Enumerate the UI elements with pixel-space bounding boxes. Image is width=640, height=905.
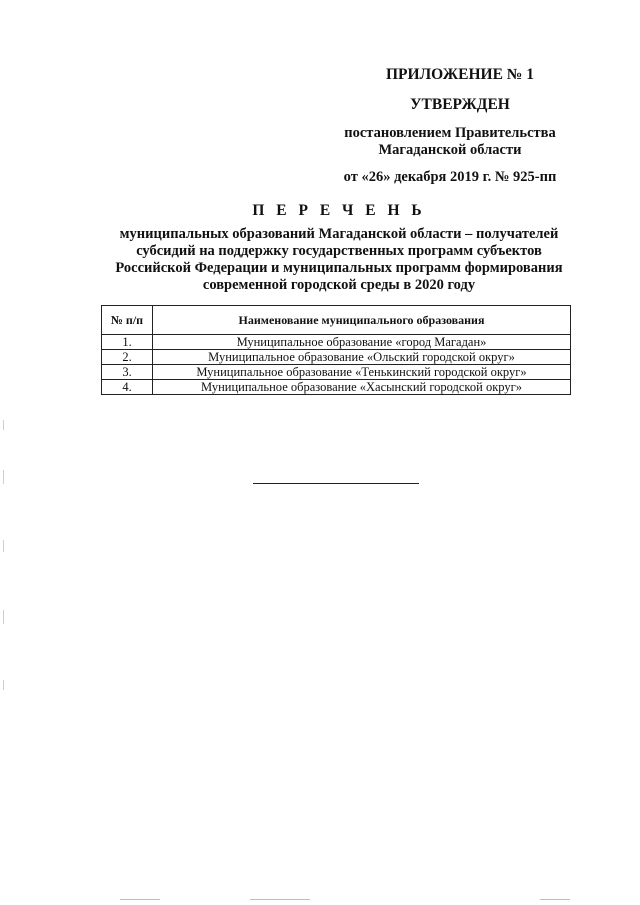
appendix-label: ПРИЛОЖЕНИЕ № 1 [386, 66, 534, 83]
row-name: Муниципальное образование «Ольский городской округ» [153, 350, 571, 365]
title-heading: П Е Р Е Ч Е Н Ь [252, 202, 426, 219]
row-number: 2. [102, 350, 153, 365]
document-title [100, 202, 578, 294]
table-row [102, 350, 571, 365]
row-name: Муниципальное образование «город Магадан» [153, 335, 571, 350]
scan-artifact [120, 899, 160, 900]
region-label: Магаданской области [378, 142, 522, 158]
scan-artifact [540, 899, 570, 900]
table-row [102, 335, 571, 350]
approval-block [318, 66, 568, 186]
municipalities-table [101, 305, 571, 395]
scan-artifact [3, 540, 4, 552]
title-line: Российской Федерации и муниципальных программ формирования [115, 260, 563, 276]
scan-artifact [3, 420, 4, 430]
row-name: Муниципальное образование «Тенькинский городской округ» [153, 365, 571, 380]
title-line: муниципальных образований Магаданской области – получателей [119, 226, 559, 242]
decree-label: постановлением Правительства [344, 125, 556, 141]
closing-divider [253, 483, 419, 484]
row-number: 1. [102, 335, 153, 350]
approved-label: УТВЕРЖДЕН [410, 96, 510, 113]
table-row [102, 380, 571, 395]
title-line: современной городской среды в 2020 году [202, 277, 476, 293]
scan-artifact [3, 470, 4, 484]
scan-artifact [250, 899, 310, 900]
row-name: Муниципальное образование «Хасынский городской округ» [153, 380, 571, 395]
row-number: 3. [102, 365, 153, 380]
table-row [102, 365, 571, 380]
table-header-row [102, 306, 571, 335]
header-name: Наименование муниципального образования [153, 306, 571, 335]
header-number: № п/п [102, 306, 153, 335]
title-line: субсидий на поддержку государственных программ субъектов [136, 243, 542, 259]
scan-artifact [3, 610, 4, 624]
scan-artifact [3, 680, 4, 690]
decree-date: от «26» декабря 2019 г. № 925-пп [343, 169, 557, 185]
row-number: 4. [102, 380, 153, 395]
